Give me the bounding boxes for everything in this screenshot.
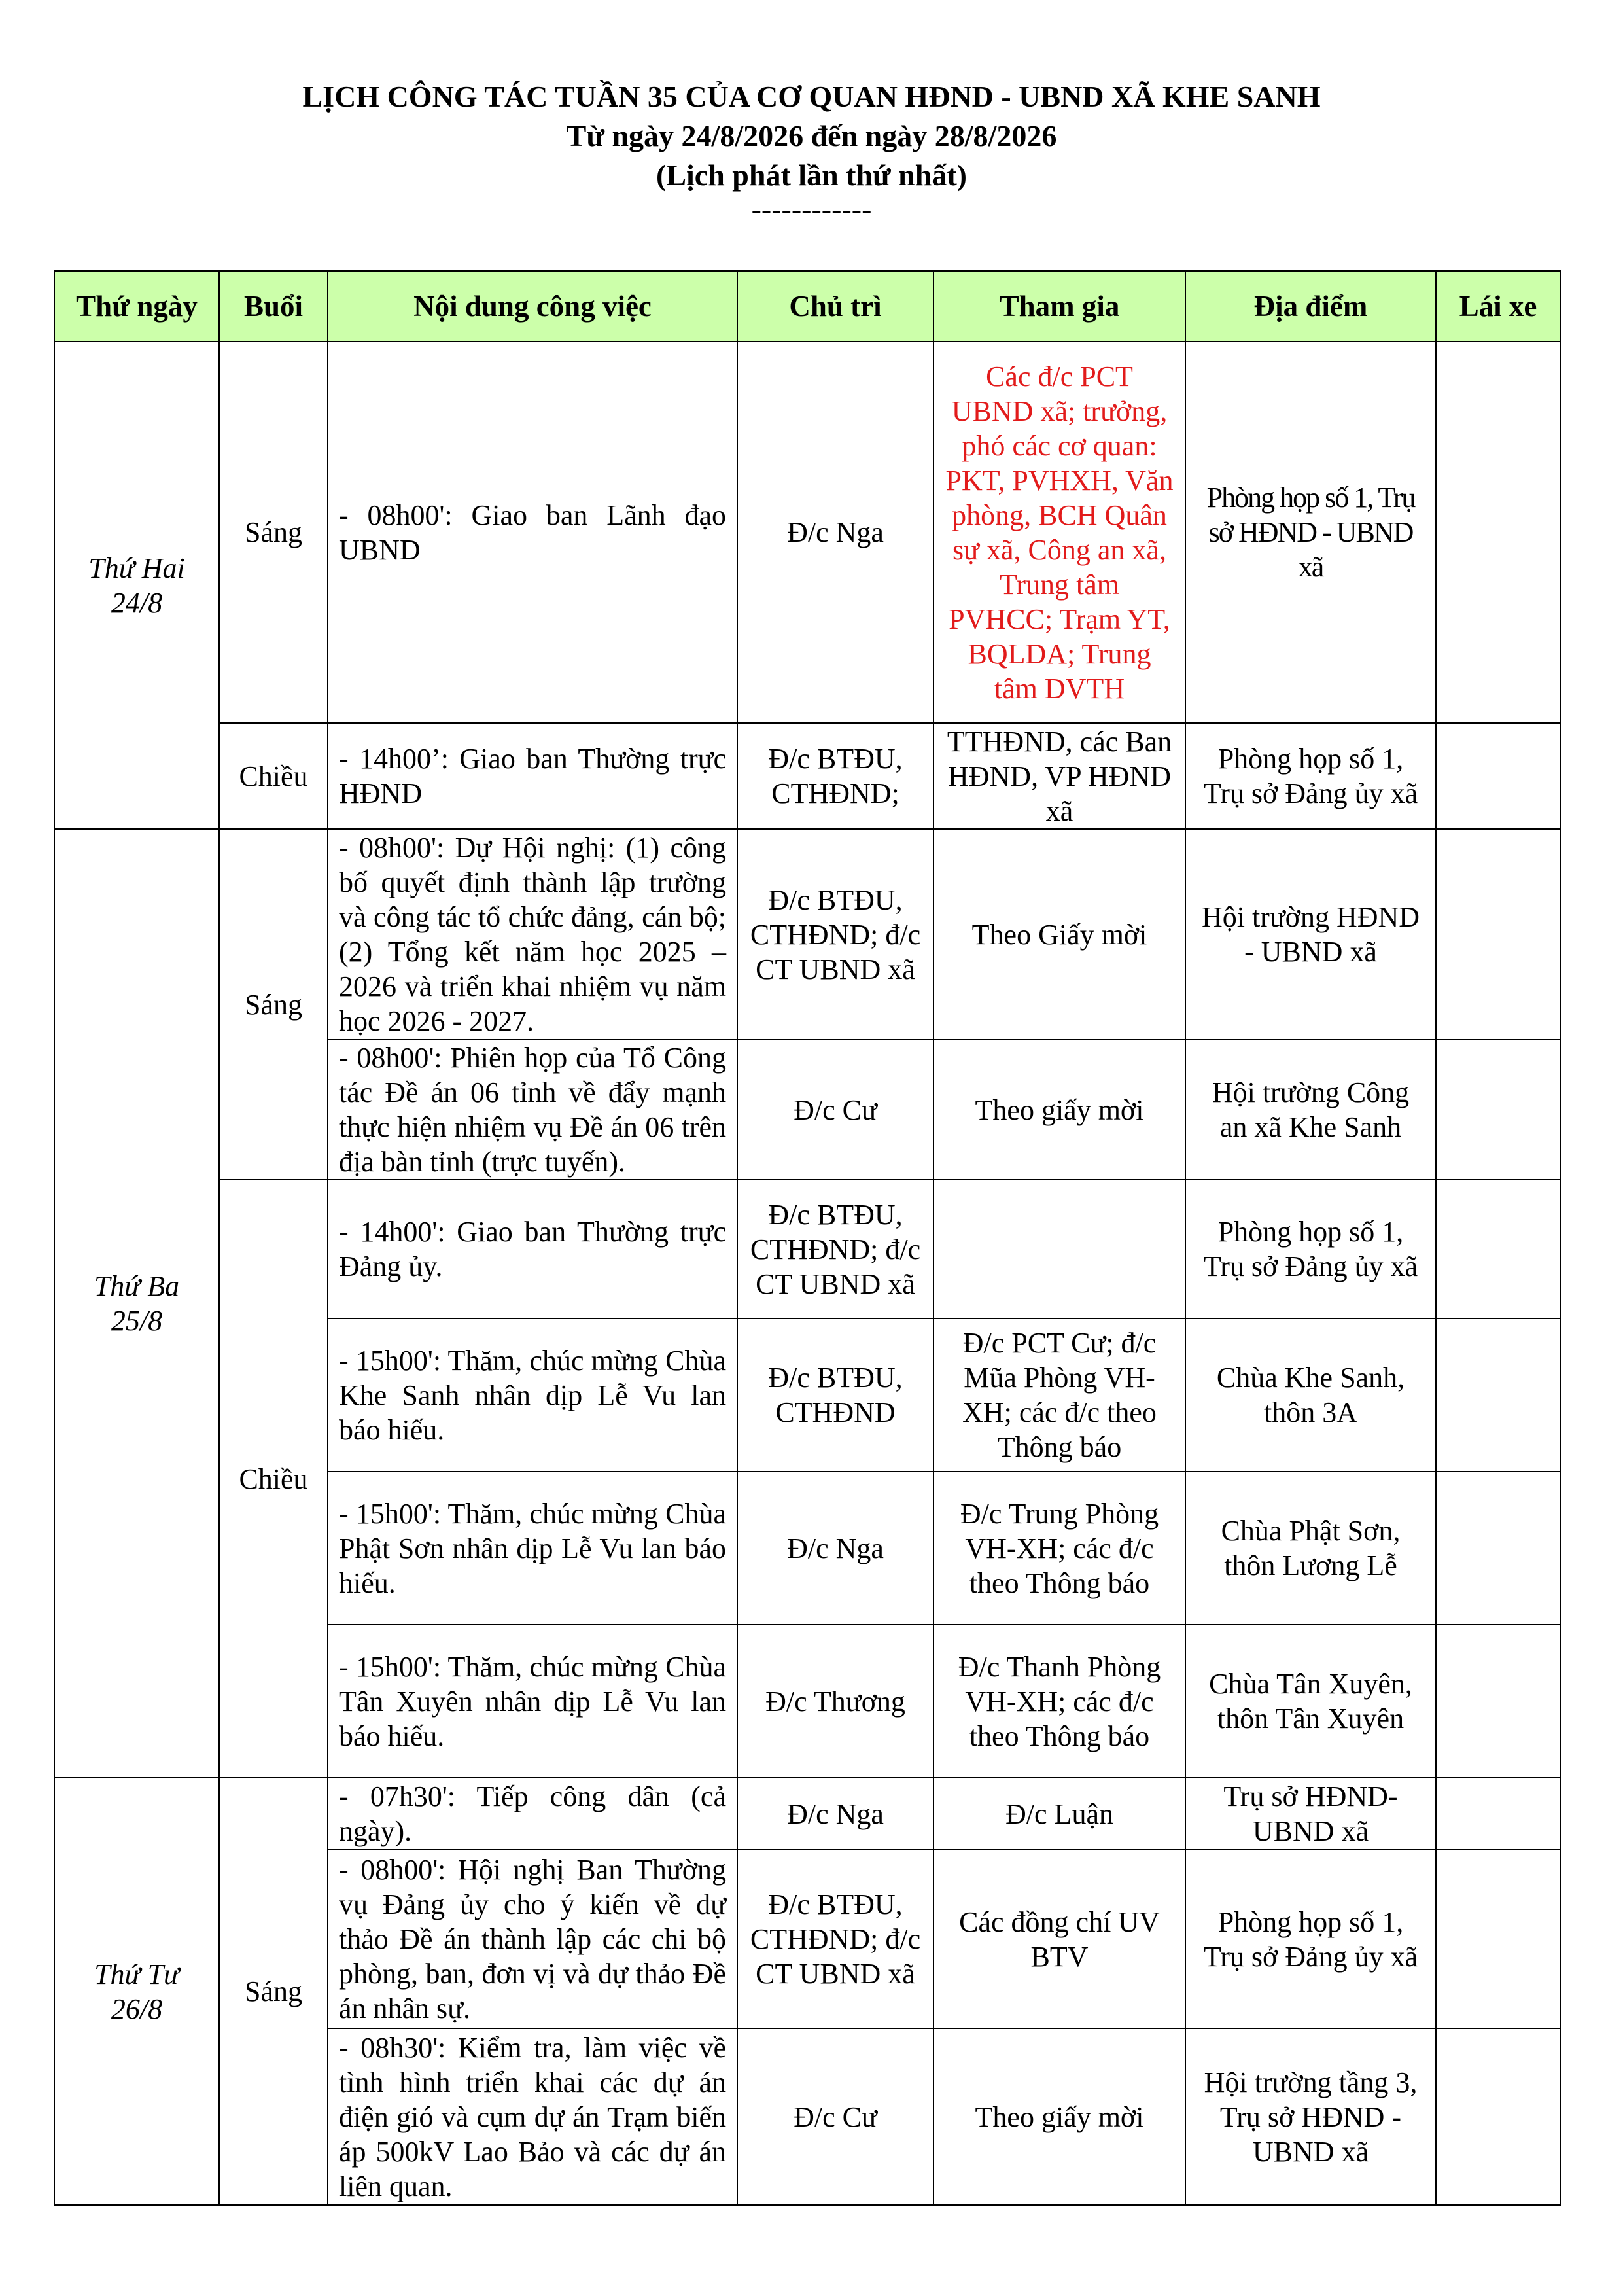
driver-cell	[1436, 1180, 1560, 1318]
content-cell: - 14h00’: Giao ban Thường trực HĐND	[328, 723, 737, 829]
document-title: LỊCH CÔNG TÁC TUẦN 35 CỦA CƠ QUAN HĐND - UBND XÃ KHE SANH	[302, 80, 1321, 113]
document-header	[0, 77, 1623, 224]
participants-cell: Đ/c PCT Cư; đ/c Mũa Phòng VH-XH; các đ/c theo Thông báo	[934, 1318, 1185, 1472]
driver-cell	[1436, 829, 1560, 1040]
location-cell: Chùa Khe Sanh, thôn 3A	[1185, 1318, 1436, 1472]
day-name: Thứ Tư	[94, 1958, 179, 1990]
location-cell: Hội trường Công an xã Khe Sanh	[1185, 1040, 1436, 1180]
day-cell	[54, 1778, 219, 2205]
table-row	[54, 342, 1560, 723]
location-cell: Phòng họp số 1, Trụ sở HĐND - UBND xã	[1185, 342, 1436, 723]
session-cell: Sáng	[219, 1778, 328, 2205]
chair-cell: Đ/c Nga	[737, 1472, 934, 1625]
table-row	[54, 1180, 1560, 1318]
chair-cell: Đ/c Cư	[737, 1040, 934, 1180]
participants-cell: Theo giấy mời	[934, 1040, 1185, 1180]
col-header-location: Địa điểm	[1185, 271, 1436, 342]
participants-cell: Theo Giấy mời	[934, 829, 1185, 1040]
location-cell: Phòng họp số 1, Trụ sở Đảng ủy xã	[1185, 1180, 1436, 1318]
driver-cell	[1436, 1850, 1560, 2028]
participants-cell	[934, 1180, 1185, 1318]
date-range: Từ ngày 24/8/2026 đến ngày 28/8/2026	[566, 119, 1057, 152]
schedule-table	[54, 270, 1561, 2206]
col-header-chair: Chủ trì	[737, 271, 934, 342]
day-name: Thứ Ba	[94, 1270, 180, 1302]
col-header-day: Thứ ngày	[54, 271, 219, 342]
session-cell: Chiều	[219, 723, 328, 829]
content-cell: - 08h00': Phiên họp của Tổ Công tác Đề án 06 tỉnh về đẩy mạnh thực hiện nhiệm vụ Đề án 06 trên địa bàn tỉnh (trực tuyến).	[328, 1040, 737, 1180]
participants-cell: Các đ/c PCT UBND xã; trưởng, phó các cơ quan: PKT, PVHXH, Văn phòng, BCH Quân sự xã, Công an xã, Trung tâm PVHCC; Trạm YT, BQLDA; Trung tâm DVTH	[934, 342, 1185, 723]
driver-cell	[1436, 1472, 1560, 1625]
chair-cell: Đ/c BTĐU, CTHĐND; đ/c CT UBND xã	[737, 1180, 934, 1318]
content-cell: - 15h00': Thăm, chúc mừng Chùa Khe Sanh nhân dịp Lễ Vu lan báo hiếu.	[328, 1318, 737, 1472]
col-header-driver: Lái xe	[1436, 271, 1560, 342]
location-cell: Chùa Phật Sơn, thôn Lương Lễ	[1185, 1472, 1436, 1625]
participants-cell: Đ/c Thanh Phòng VH-XH; các đ/c theo Thông báo	[934, 1625, 1185, 1778]
chair-cell: Đ/c BTĐU, CTHĐND	[737, 1318, 934, 1472]
driver-cell	[1436, 1778, 1560, 1850]
content-cell: - 08h00': Giao ban Lãnh đạo UBND	[328, 342, 737, 723]
header-divider: ------------	[751, 192, 872, 226]
day-date: 25/8	[111, 1305, 163, 1337]
table-row	[54, 829, 1560, 1040]
session-cell: Sáng	[219, 342, 328, 723]
day-date: 24/8	[111, 586, 163, 619]
content-cell: - 15h00': Thăm, chúc mừng Chùa Phật Sơn nhân dịp Lễ Vu lan báo hiếu.	[328, 1472, 737, 1625]
day-name: Thứ Hai	[88, 552, 185, 584]
table-header-row	[54, 271, 1560, 342]
driver-cell	[1436, 723, 1560, 829]
driver-cell	[1436, 2028, 1560, 2205]
participants-cell: Đ/c Luận	[934, 1778, 1185, 1850]
day-date: 26/8	[111, 1992, 163, 2025]
location-cell: Phòng họp số 1, Trụ sở Đảng ủy xã	[1185, 1850, 1436, 2028]
day-cell	[54, 342, 219, 829]
location-cell: Hội trường HĐND - UBND xã	[1185, 829, 1436, 1040]
driver-cell	[1436, 342, 1560, 723]
session-cell: Chiều	[219, 1180, 328, 1778]
col-header-participants: Tham gia	[934, 271, 1185, 342]
edition-note: (Lịch phát lần thứ nhất)	[656, 158, 967, 192]
location-cell: Phòng họp số 1, Trụ sở Đảng ủy xã	[1185, 723, 1436, 829]
content-cell: - 08h30': Kiểm tra, làm việc về tình hình triển khai các dự án điện gió và cụm dự án Trạm biến áp 500kV Lao Bảo và các dự án liên quan.	[328, 2028, 737, 2205]
driver-cell	[1436, 1318, 1560, 1472]
chair-cell: Đ/c BTĐU, CTHĐND;	[737, 723, 934, 829]
driver-cell	[1436, 1040, 1560, 1180]
content-cell: - 08h00': Hội nghị Ban Thường vụ Đảng ủy cho ý kiến về dự thảo Đề án thành lập các chi bộ phòng, ban, đơn vị và dự thảo Đề án nhân sự.	[328, 1850, 737, 2028]
location-cell: Trụ sở HĐND-UBND xã	[1185, 1778, 1436, 1850]
participants-cell: TTHĐND, các Ban HĐND, VP HĐND xã	[934, 723, 1185, 829]
table-row	[54, 1778, 1560, 1850]
location-cell: Chùa Tân Xuyên, thôn Tân Xuyên	[1185, 1625, 1436, 1778]
participants-cell: Theo giấy mời	[934, 2028, 1185, 2205]
chair-cell: Đ/c BTĐU, CTHĐND; đ/c CT UBND xã	[737, 1850, 934, 2028]
col-header-session: Buổi	[219, 271, 328, 342]
chair-cell: Đ/c BTĐU, CTHĐND; đ/c CT UBND xã	[737, 829, 934, 1040]
day-cell	[54, 829, 219, 1778]
chair-cell: Đ/c Thương	[737, 1625, 934, 1778]
chair-cell: Đ/c Nga	[737, 342, 934, 723]
content-cell: - 08h00': Dự Hội nghị: (1) công bố quyết định thành lập trường và công tác tổ chức đảng, cán bộ; (2) Tổng kết năm học 2025 – 2026 và triển khai nhiệm vụ năm học 2026 - 2027.	[328, 829, 737, 1040]
participants-cell: Các đồng chí UV BTV	[934, 1850, 1185, 2028]
col-header-content: Nội dung công việc	[328, 271, 737, 342]
driver-cell	[1436, 1625, 1560, 1778]
session-cell: Sáng	[219, 829, 328, 1180]
content-cell: - 07h30': Tiếp công dân (cả ngày).	[328, 1778, 737, 1850]
table-row	[54, 723, 1560, 829]
participants-cell: Đ/c Trung Phòng VH-XH; các đ/c theo Thông báo	[934, 1472, 1185, 1625]
content-cell: - 14h00': Giao ban Thường trực Đảng ủy.	[328, 1180, 737, 1318]
chair-cell: Đ/c Cư	[737, 2028, 934, 2205]
content-cell: - 15h00': Thăm, chúc mừng Chùa Tân Xuyên nhân dịp Lễ Vu lan báo hiếu.	[328, 1625, 737, 1778]
location-cell: Hội trường tầng 3, Trụ sở HĐND - UBND xã	[1185, 2028, 1436, 2205]
chair-cell: Đ/c Nga	[737, 1778, 934, 1850]
